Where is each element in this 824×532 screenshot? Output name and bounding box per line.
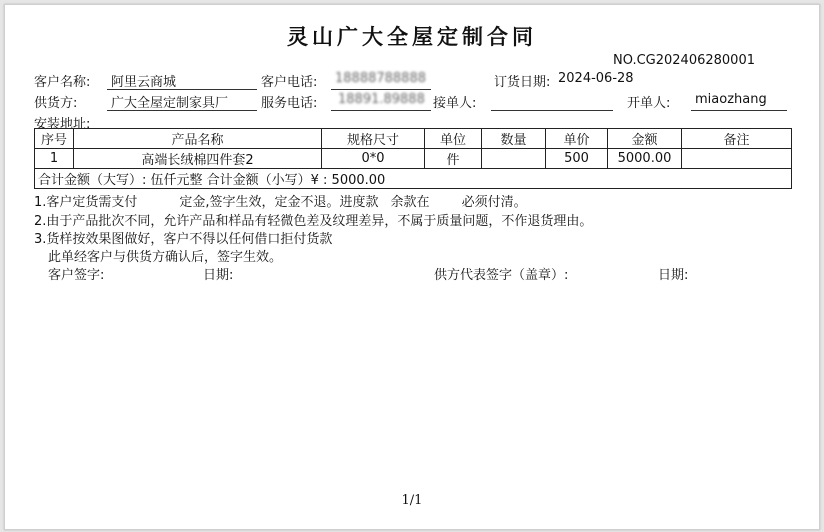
service-phone-underline (331, 110, 431, 111)
customer-phone-label: 客户电话: (261, 75, 318, 90)
term-3: 3.货样按效果图做好，客户不得以任何借口拒付货款 (34, 232, 333, 247)
supplier-label: 供货方: (34, 96, 78, 111)
confirmation-note: 此单经客户与供货方确认后，签字生效。 (48, 250, 283, 265)
table-header-row (35, 129, 792, 149)
supplier-value: 广大全屋定制家具厂 (111, 96, 229, 111)
cell-note (682, 149, 792, 169)
term-1 (34, 191, 527, 210)
customer-sign-date-label: 日期: (203, 268, 234, 283)
term-1-part-b: 定金,签字生效，定金不退。进度款 (179, 195, 379, 210)
cell-unit: 件 (425, 149, 482, 169)
cell-product: 高端长绒棉四件套2 (74, 149, 322, 169)
column-header-amount: 金额 (608, 129, 682, 149)
term-2: 2.由于产品批次不同，允许产品和样品有轻微色差及纹理差异，不属于质量问题，不作退货理由。 (34, 214, 593, 229)
column-header-product: 产品名称 (74, 129, 322, 149)
cell-price: 500 (546, 149, 608, 169)
document-title: 灵山广大全屋定制合同 (287, 25, 537, 49)
column-header-size: 规格尺寸 (322, 129, 425, 149)
items-table (34, 128, 792, 189)
issuer-value: miaozhang (695, 92, 767, 107)
order-date-label: 订货日期: (494, 75, 551, 90)
supplier-sign-date-label: 日期: (658, 268, 689, 283)
order-date-value: 2024-06-28 (558, 71, 634, 86)
order-number: NO.CG202406280001 (613, 53, 755, 68)
supplier-underline (107, 110, 257, 111)
service-phone-label: 服务电话: (261, 96, 318, 111)
service-phone-value: 18891.89888 (338, 92, 425, 107)
cell-amount: 5000.00 (608, 149, 682, 169)
cell-index: 1 (35, 149, 74, 169)
customer-phone-underline (331, 89, 431, 90)
column-header-index: 序号 (35, 129, 74, 149)
column-header-price: 单价 (546, 129, 608, 149)
page-indicator: 1/1 (401, 493, 423, 508)
customer-name-label: 客户名称: (34, 75, 91, 90)
contract-sheet (4, 4, 820, 530)
customer-name-underline (107, 89, 257, 90)
customer-phone-value: 18888788888 (335, 71, 426, 86)
address-label: 安装地址: (34, 117, 91, 132)
receiver-label: 接单人: (433, 96, 477, 111)
cell-qty (482, 149, 546, 169)
term-1-part-a: 1.客户定货需支付 (34, 195, 138, 210)
term-1-part-c: 余款在 (390, 195, 430, 210)
table-row (35, 149, 792, 169)
term-1-part-d: 必须付清。 (461, 195, 527, 210)
customer-signature-label: 客户签字: (48, 268, 105, 283)
column-header-note: 备注 (682, 129, 792, 149)
issuer-underline (691, 110, 787, 111)
supplier-signature-label: 供方代表签字（盖章）: (434, 268, 569, 283)
column-header-qty: 数量 (482, 129, 546, 149)
customer-name-value: 阿里云商城 (111, 75, 177, 90)
cell-size: 0*0 (322, 149, 425, 169)
total-row (35, 169, 792, 189)
receiver-underline (491, 110, 613, 111)
column-header-unit: 单位 (425, 129, 482, 149)
issuer-label: 开单人: (627, 96, 671, 111)
total-amount-text: 合计金额（大写）: 伍仟元整 合计金额（小写）¥ : 5000.00 (35, 169, 792, 189)
